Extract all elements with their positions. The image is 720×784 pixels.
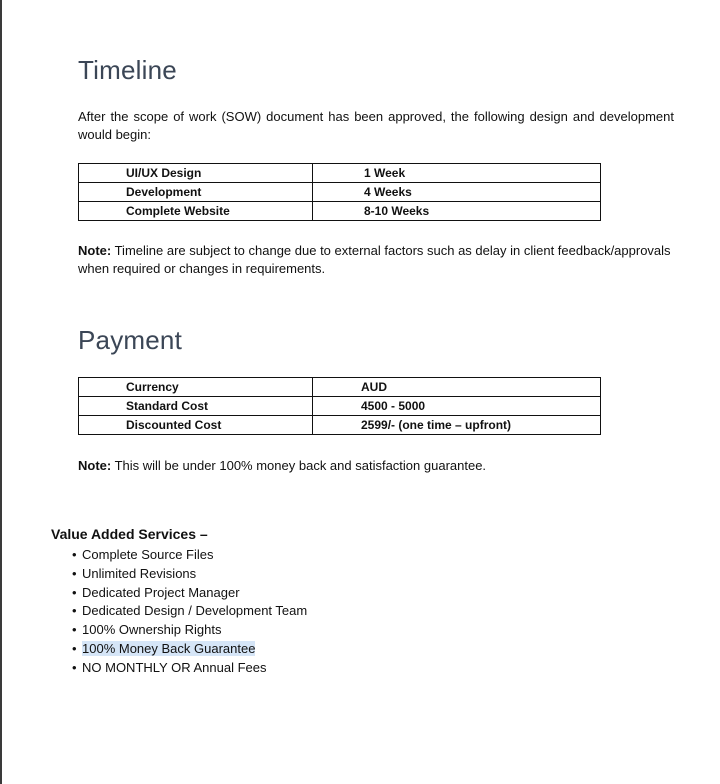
note-label: Note: — [78, 243, 112, 258]
list-item — [72, 640, 307, 659]
list-item — [72, 621, 307, 640]
bullet-icon: • — [72, 659, 77, 675]
note-text: This will be under 100% money back and satisfaction guarantee. — [111, 458, 487, 473]
table-cell-label: Discounted Cost — [79, 416, 313, 435]
table-cell-value: 8-10 Weeks — [313, 202, 601, 221]
table-row — [79, 164, 601, 183]
timeline-intro: After the scope of work (SOW) document has been approved, the following design and development would begin: — [78, 109, 674, 142]
table-cell-value: 4 Weeks — [313, 183, 601, 202]
table-row — [79, 378, 601, 397]
list-item — [72, 602, 307, 621]
list-item-text: NO MONTHLY OR Annual Fees — [82, 659, 267, 675]
table-row — [79, 183, 601, 202]
table-row — [79, 416, 601, 435]
table-cell-value: 2599/- (one time – upfront) — [313, 416, 601, 435]
bullet-icon: • — [72, 547, 77, 562]
timeline-heading: Timeline — [78, 55, 177, 85]
highlighted-selection-text[interactable]: 100% Money Back Guarantee — [82, 640, 256, 656]
bullet-icon: • — [72, 640, 77, 656]
value-added-title: Value Added Services – — [51, 526, 208, 542]
list-item-text: Unlimited Revisions — [82, 565, 197, 581]
list-item — [72, 565, 307, 584]
payment-heading: Payment — [78, 325, 183, 355]
list-item — [72, 546, 307, 565]
bullet-icon: • — [72, 584, 77, 600]
payment-table — [78, 377, 601, 435]
timeline-table — [78, 163, 601, 221]
table-cell-label: Development — [79, 183, 313, 202]
list-item-text: Complete Source Files — [82, 547, 214, 562]
note-label: Note: — [78, 458, 112, 473]
table-cell-label: UI/UX Design — [79, 164, 313, 183]
bullet-icon: • — [72, 565, 77, 581]
timeline-note — [78, 242, 674, 278]
list-item-text: Dedicated Project Manager — [82, 584, 240, 600]
list-item-text: 100% Ownership Rights — [82, 622, 222, 638]
table-cell-label: Currency — [79, 378, 313, 397]
bullet-icon: • — [72, 603, 77, 619]
value-added-list — [72, 546, 307, 678]
table-cell-value: 4500 - 5000 — [313, 397, 601, 416]
table-cell-value: 1 Week — [313, 164, 601, 183]
table-cell-value: AUD — [313, 378, 601, 397]
bullet-icon: • — [72, 622, 77, 638]
table-row — [79, 397, 601, 416]
list-item — [72, 584, 307, 603]
list-item-text: Dedicated Design / Development Team — [82, 603, 308, 619]
list-item — [72, 659, 307, 678]
table-cell-label: Standard Cost — [79, 397, 313, 416]
note-text: Timeline are subject to change due to external factors such as delay in client feedback/approvals when required or changes in requirements. — [78, 243, 671, 276]
table-cell-label: Complete Website — [79, 202, 313, 221]
payment-note — [78, 457, 674, 475]
table-row — [79, 202, 601, 221]
